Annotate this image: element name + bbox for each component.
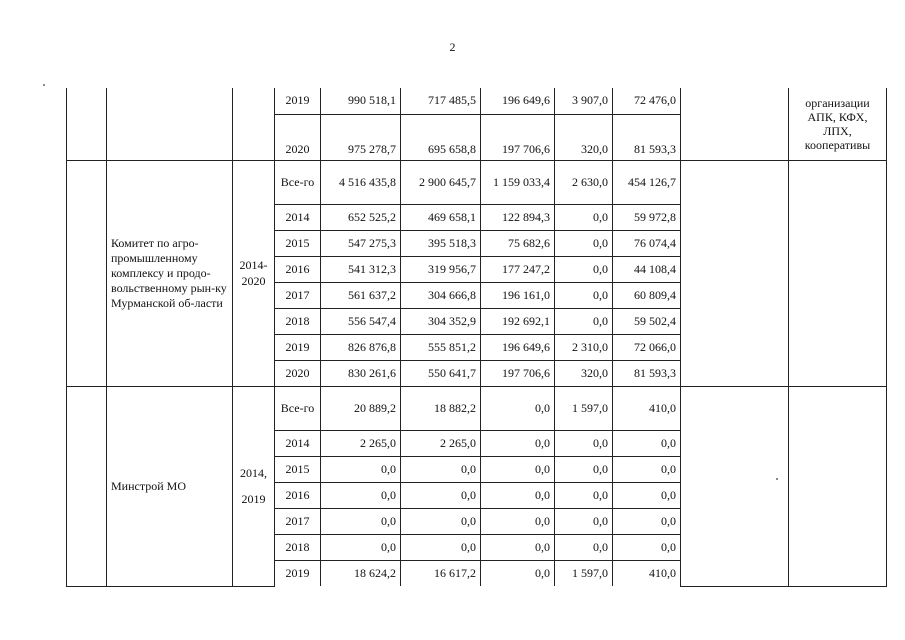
amount-total-cell: 0,0 [321, 508, 401, 534]
amount-total-cell: 561 637,2 [321, 282, 401, 308]
amount-c4-cell: 81 593,3 [613, 360, 681, 386]
amount-c4-cell: 0,0 [613, 508, 681, 534]
executor-cell: Комитет по агро-промышленному комплексу и продо-вольственному рын-ку Мурманской об-ласти [107, 160, 233, 386]
amount-c3-cell: 0,0 [555, 230, 613, 256]
amount-c3-cell: 0,0 [555, 430, 613, 456]
amount-c2-cell: 1 159 033,4 [481, 160, 555, 204]
table-row [67, 160, 887, 204]
amount-c1-cell: 469 658,1 [401, 204, 481, 230]
row-number-cell [67, 88, 107, 160]
amount-c1-cell: 304 666,8 [401, 282, 481, 308]
amount-c2-cell: 197 706,6 [481, 114, 555, 160]
amount-c3-cell: 0,0 [555, 482, 613, 508]
amount-c3-cell: 320,0 [555, 360, 613, 386]
amount-c1-cell: 304 352,9 [401, 308, 481, 334]
amount-c2-cell: 0,0 [481, 430, 555, 456]
amount-total-cell: 0,0 [321, 482, 401, 508]
amount-c4-cell: 72 066,0 [613, 334, 681, 360]
amount-c1-cell: 695 658,8 [401, 114, 481, 160]
amount-c3-cell: 2 310,0 [555, 334, 613, 360]
amount-c2-cell: 0,0 [481, 456, 555, 482]
amount-total-cell: 652 525,2 [321, 204, 401, 230]
period-cell: 2014, 2019 [233, 386, 275, 586]
amount-c4-cell: 0,0 [613, 482, 681, 508]
year-cell: 2018 [275, 534, 321, 560]
amount-total-cell: 20 889,2 [321, 386, 401, 430]
year-cell: 2019 [275, 88, 321, 114]
amount-c3-cell: 0,0 [555, 534, 613, 560]
amount-total-cell: 0,0 [321, 534, 401, 560]
amount-c2-cell: 196 649,6 [481, 88, 555, 114]
amount-total-cell: 547 275,3 [321, 230, 401, 256]
amount-c3-cell: 0,0 [555, 282, 613, 308]
period-cell [233, 88, 275, 160]
amount-c3-cell: 320,0 [555, 114, 613, 160]
amount-c4-cell: 72 476,0 [613, 88, 681, 114]
amount-total-cell: 2 265,0 [321, 430, 401, 456]
result-cell [681, 160, 789, 386]
amount-c2-cell: 196 161,0 [481, 282, 555, 308]
year-cell: 2019 [275, 560, 321, 586]
participants-cell: организации АПК, КФХ, ЛПХ, кооперативы [789, 88, 887, 160]
amount-c1-cell: 2 265,0 [401, 430, 481, 456]
amount-c4-cell: 44 108,4 [613, 256, 681, 282]
amount-c2-cell: 177 247,2 [481, 256, 555, 282]
year-cell: 2016 [275, 256, 321, 282]
amount-c1-cell: 16 617,2 [401, 560, 481, 586]
amount-c3-cell: 1 597,0 [555, 386, 613, 430]
amount-total-cell: 990 518,1 [321, 88, 401, 114]
year-cell: 2015 [275, 456, 321, 482]
executor-cell [107, 88, 233, 160]
table-row [67, 88, 887, 114]
amount-c1-cell: 0,0 [401, 508, 481, 534]
row-number-cell [67, 386, 107, 586]
table-body [67, 88, 887, 586]
amount-total-cell: 541 312,3 [321, 256, 401, 282]
amount-c1-cell: 319 956,7 [401, 256, 481, 282]
year-cell: 2017 [275, 508, 321, 534]
amount-c4-cell: 410,0 [613, 386, 681, 430]
amount-c3-cell: 3 907,0 [555, 88, 613, 114]
amount-c2-cell: 197 706,6 [481, 360, 555, 386]
amount-c1-cell: 0,0 [401, 482, 481, 508]
amount-c4-cell: 60 809,4 [613, 282, 681, 308]
scan-speck [43, 84, 45, 86]
amount-c2-cell: 0,0 [481, 508, 555, 534]
page-number: 2 [449, 40, 456, 54]
amount-c4-cell: 59 502,4 [613, 308, 681, 334]
amount-c2-cell: 0,0 [481, 560, 555, 586]
year-cell: 2019 [275, 334, 321, 360]
amount-c2-cell: 75 682,6 [481, 230, 555, 256]
amount-c4-cell: 0,0 [613, 534, 681, 560]
row-number-cell [67, 160, 107, 386]
amount-total-cell: 556 547,4 [321, 308, 401, 334]
amount-c2-cell: 196 649,6 [481, 334, 555, 360]
budget-table [66, 88, 887, 587]
year-cell: Все-го [275, 386, 321, 430]
year-cell: 2014 [275, 204, 321, 230]
amount-c3-cell: 0,0 [555, 308, 613, 334]
year-cell: Все-го [275, 160, 321, 204]
amount-c4-cell: 59 972,8 [613, 204, 681, 230]
amount-c3-cell: 1 597,0 [555, 560, 613, 586]
amount-total-cell: 0,0 [321, 456, 401, 482]
amount-total-cell: 975 278,7 [321, 114, 401, 160]
amount-c4-cell: 76 074,4 [613, 230, 681, 256]
amount-total-cell: 830 261,6 [321, 360, 401, 386]
amount-c4-cell: 410,0 [613, 560, 681, 586]
executor-cell: Минстрой МО [107, 386, 233, 586]
amount-c1-cell: 18 882,2 [401, 386, 481, 430]
amount-c4-cell: 0,0 [613, 430, 681, 456]
year-cell: 2016 [275, 482, 321, 508]
amount-c3-cell: 0,0 [555, 256, 613, 282]
amount-c1-cell: 395 518,3 [401, 230, 481, 256]
table-row [67, 386, 887, 430]
participants-cell [789, 160, 887, 386]
amount-c1-cell: 2 900 645,7 [401, 160, 481, 204]
result-cell [681, 88, 789, 160]
amount-c2-cell: 0,0 [481, 534, 555, 560]
amount-c2-cell: 0,0 [481, 386, 555, 430]
amount-c3-cell: 0,0 [555, 508, 613, 534]
year-cell: 2014 [275, 430, 321, 456]
amount-c2-cell: 0,0 [481, 482, 555, 508]
amount-c4-cell: 81 593,3 [613, 114, 681, 160]
amount-total-cell: 18 624,2 [321, 560, 401, 586]
year-cell: 2018 [275, 308, 321, 334]
amount-c3-cell: 0,0 [555, 456, 613, 482]
period-cell: 2014-2020 [233, 160, 275, 386]
year-cell: 2020 [275, 114, 321, 160]
year-cell: 2020 [275, 360, 321, 386]
year-cell: 2015 [275, 230, 321, 256]
amount-c1-cell: 717 485,5 [401, 88, 481, 114]
amount-total-cell: 826 876,8 [321, 334, 401, 360]
amount-c3-cell: 0,0 [555, 204, 613, 230]
amount-c1-cell: 0,0 [401, 534, 481, 560]
result-cell [681, 386, 789, 586]
amount-c1-cell: 550 641,7 [401, 360, 481, 386]
amount-c3-cell: 2 630,0 [555, 160, 613, 204]
amount-c1-cell: 555 851,2 [401, 334, 481, 360]
amount-c1-cell: 0,0 [401, 456, 481, 482]
participants-cell [789, 386, 887, 586]
amount-total-cell: 4 516 435,8 [321, 160, 401, 204]
amount-c2-cell: 192 692,1 [481, 308, 555, 334]
amount-c2-cell: 122 894,3 [481, 204, 555, 230]
amount-c4-cell: 454 126,7 [613, 160, 681, 204]
amount-c4-cell: 0,0 [613, 456, 681, 482]
year-cell: 2017 [275, 282, 321, 308]
